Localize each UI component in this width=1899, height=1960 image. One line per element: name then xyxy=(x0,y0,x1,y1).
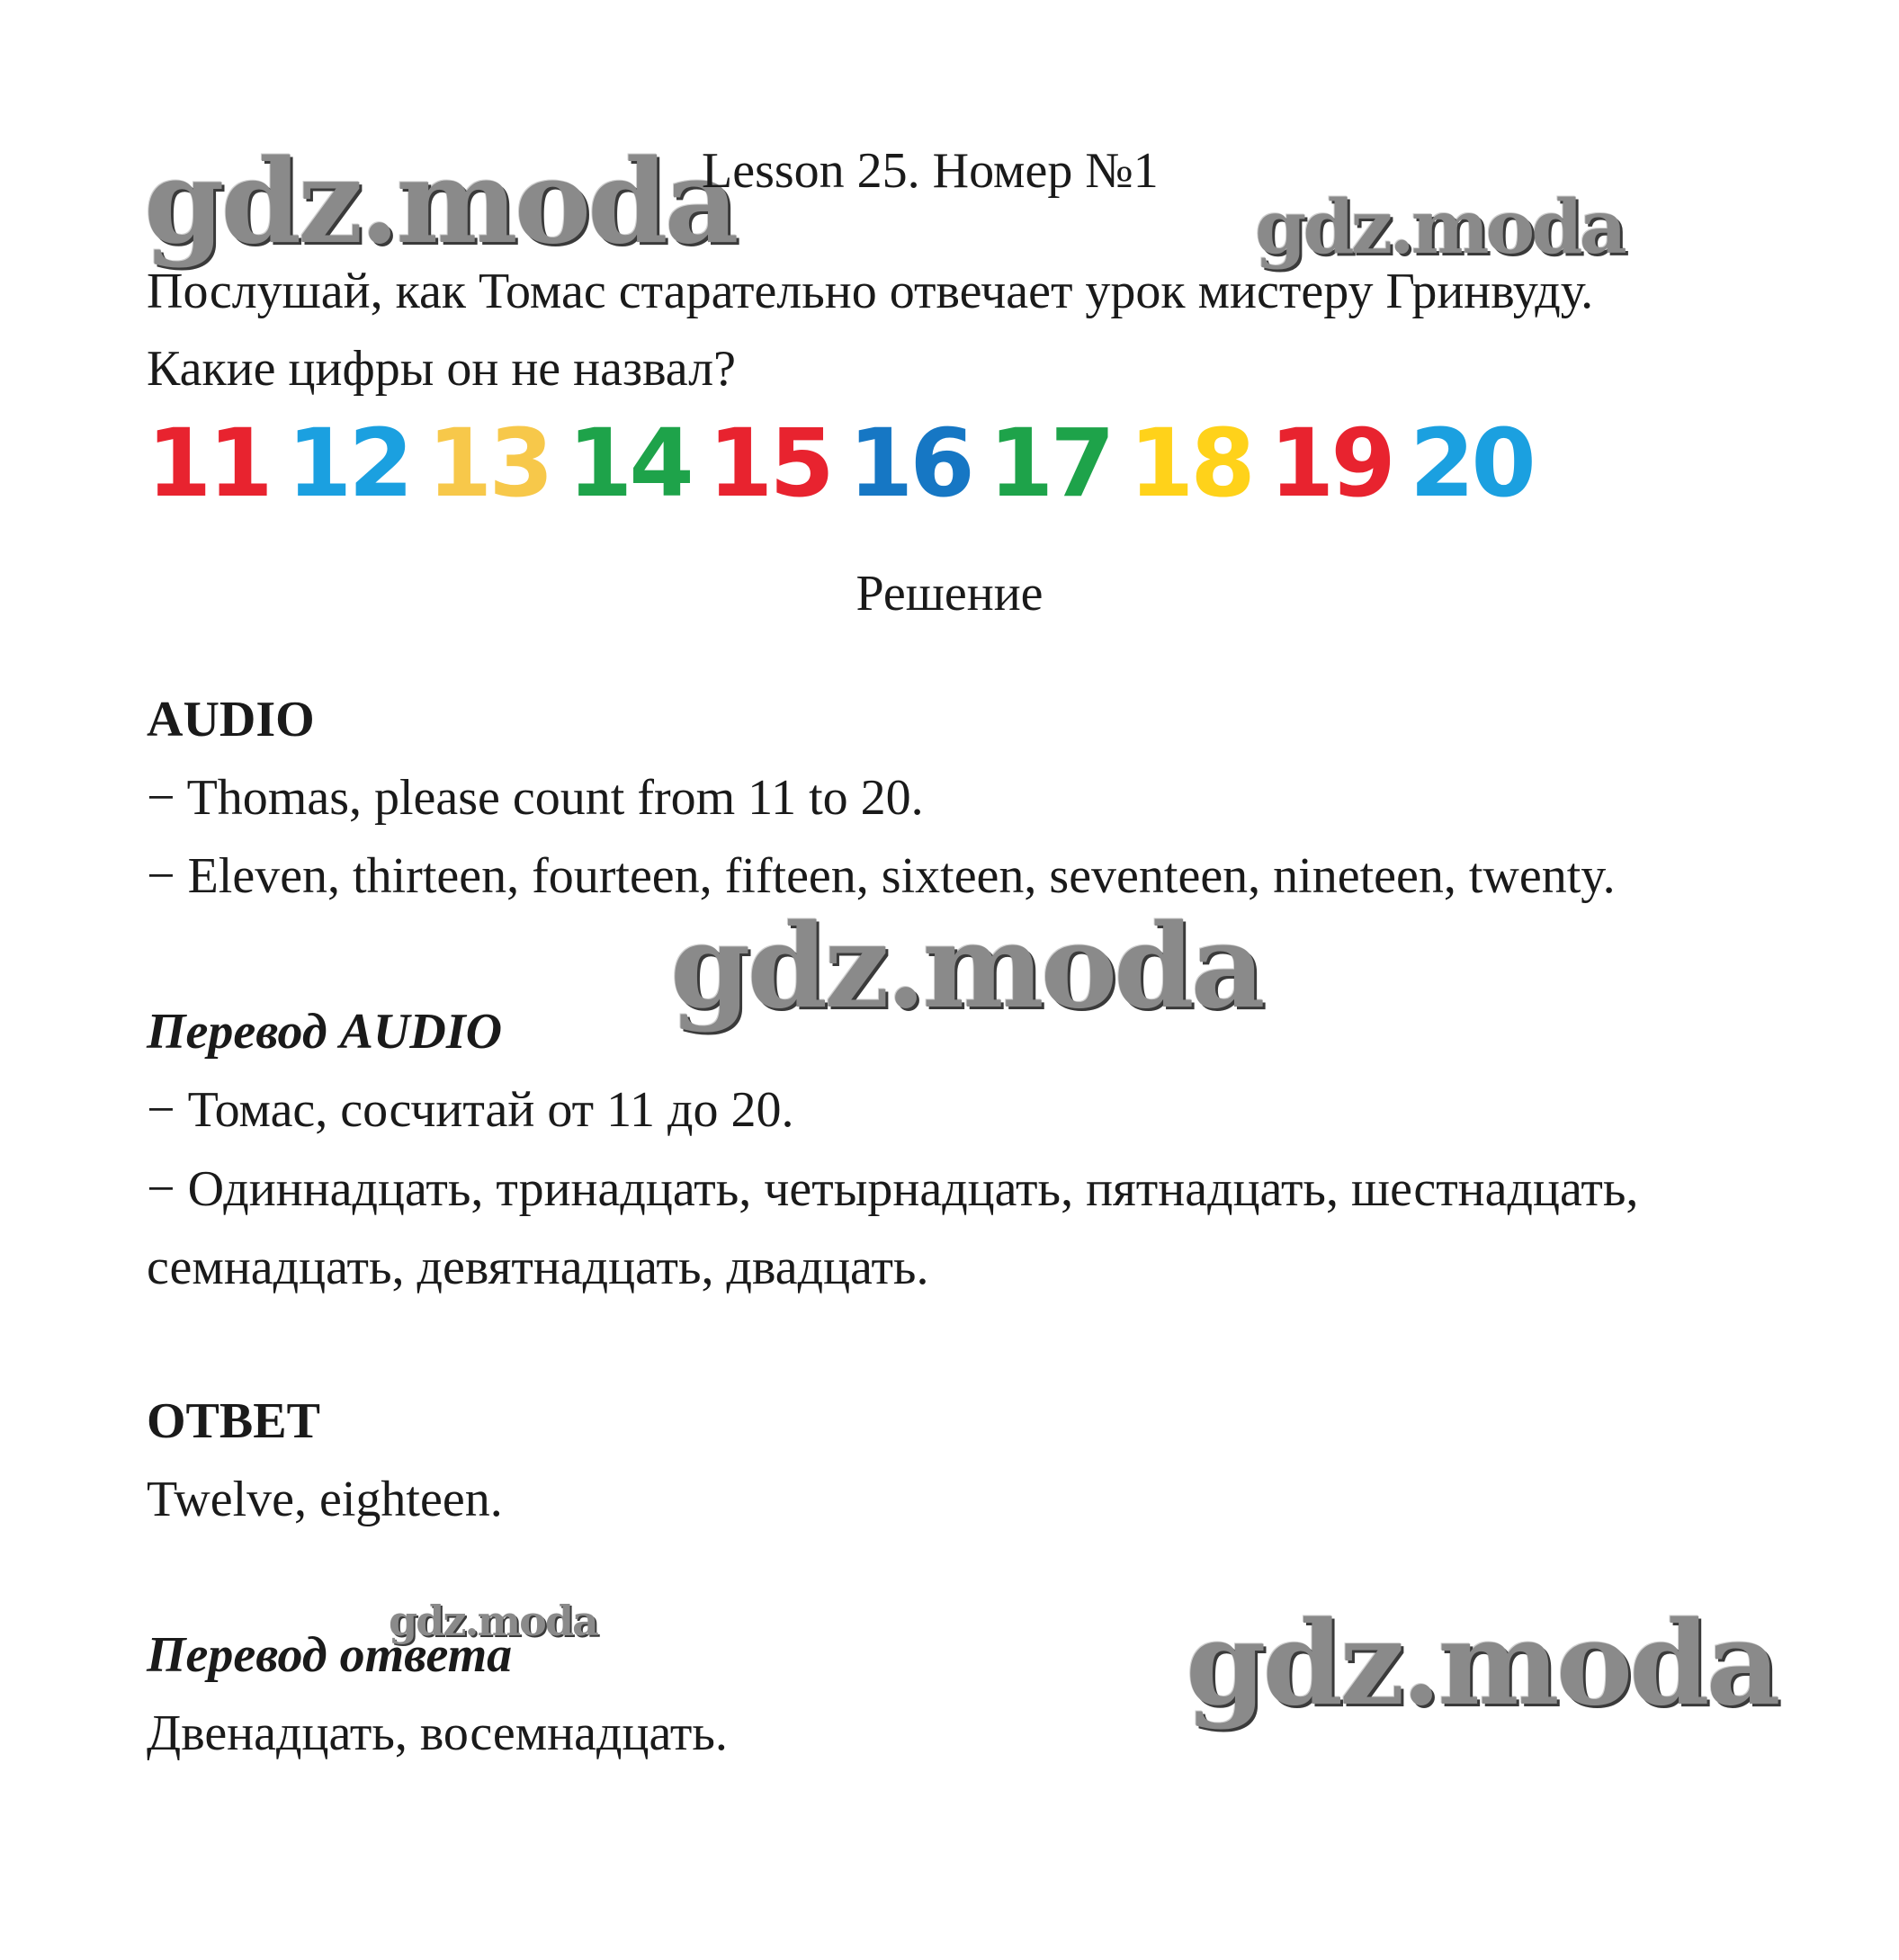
number-11: 11 xyxy=(147,408,270,518)
task-text-line1: Послушай, как Томас старательно отвечает урок мистеру Гринвуду. xyxy=(147,264,1594,319)
audio-heading: AUDIO xyxy=(147,692,315,747)
solution-heading: Решение xyxy=(855,566,1044,622)
watermark: gdz.moda xyxy=(389,1597,597,1645)
number-20: 20 xyxy=(1410,408,1533,518)
watermark: gdz.moda xyxy=(1186,1597,1778,1732)
number-18: 18 xyxy=(1129,408,1252,518)
audio-line-1: − Thomas, please count from 11 to 20. xyxy=(147,770,924,826)
answer-translation-heading: Перевод ответа xyxy=(147,1627,513,1683)
translation-line-3: семнадцать, девятнадцать, двадцать. xyxy=(147,1240,929,1295)
watermark: gdz.moda xyxy=(670,899,1262,1034)
watermark: gdz.moda xyxy=(144,135,736,270)
answer-translation-text: Двенадцать, восемнадцать. xyxy=(147,1705,728,1761)
number-15: 15 xyxy=(708,408,831,518)
number-13: 13 xyxy=(427,408,551,518)
answer-text: Twelve, eighteen. xyxy=(147,1472,503,1527)
number-12: 12 xyxy=(287,408,410,518)
number-14: 14 xyxy=(568,408,691,518)
translation-line-1: − Томас, сосчитай от 11 до 20. xyxy=(147,1082,794,1138)
number-16: 16 xyxy=(848,408,972,518)
page-title: Lesson 25. Номер №1 xyxy=(702,143,1159,199)
task-text-line2: Какие цифры он не назвал? xyxy=(147,341,736,397)
audio-line-2: − Eleven, thirteen, fourteen, fifteen, sixteen, seventeen, nineteen, twenty. xyxy=(147,848,1616,904)
translation-heading: Перевод AUDIO xyxy=(147,1004,503,1060)
number-19: 19 xyxy=(1269,408,1393,518)
answer-heading: ОТВЕТ xyxy=(147,1393,320,1449)
translation-line-2: − Одиннадцать, тринадцать, четырнадцать, пятнадцать, шестнадцать, xyxy=(147,1161,1639,1217)
watermark: gdz.moda xyxy=(1255,184,1624,271)
numbers-row xyxy=(147,409,1550,517)
number-17: 17 xyxy=(989,408,1112,518)
